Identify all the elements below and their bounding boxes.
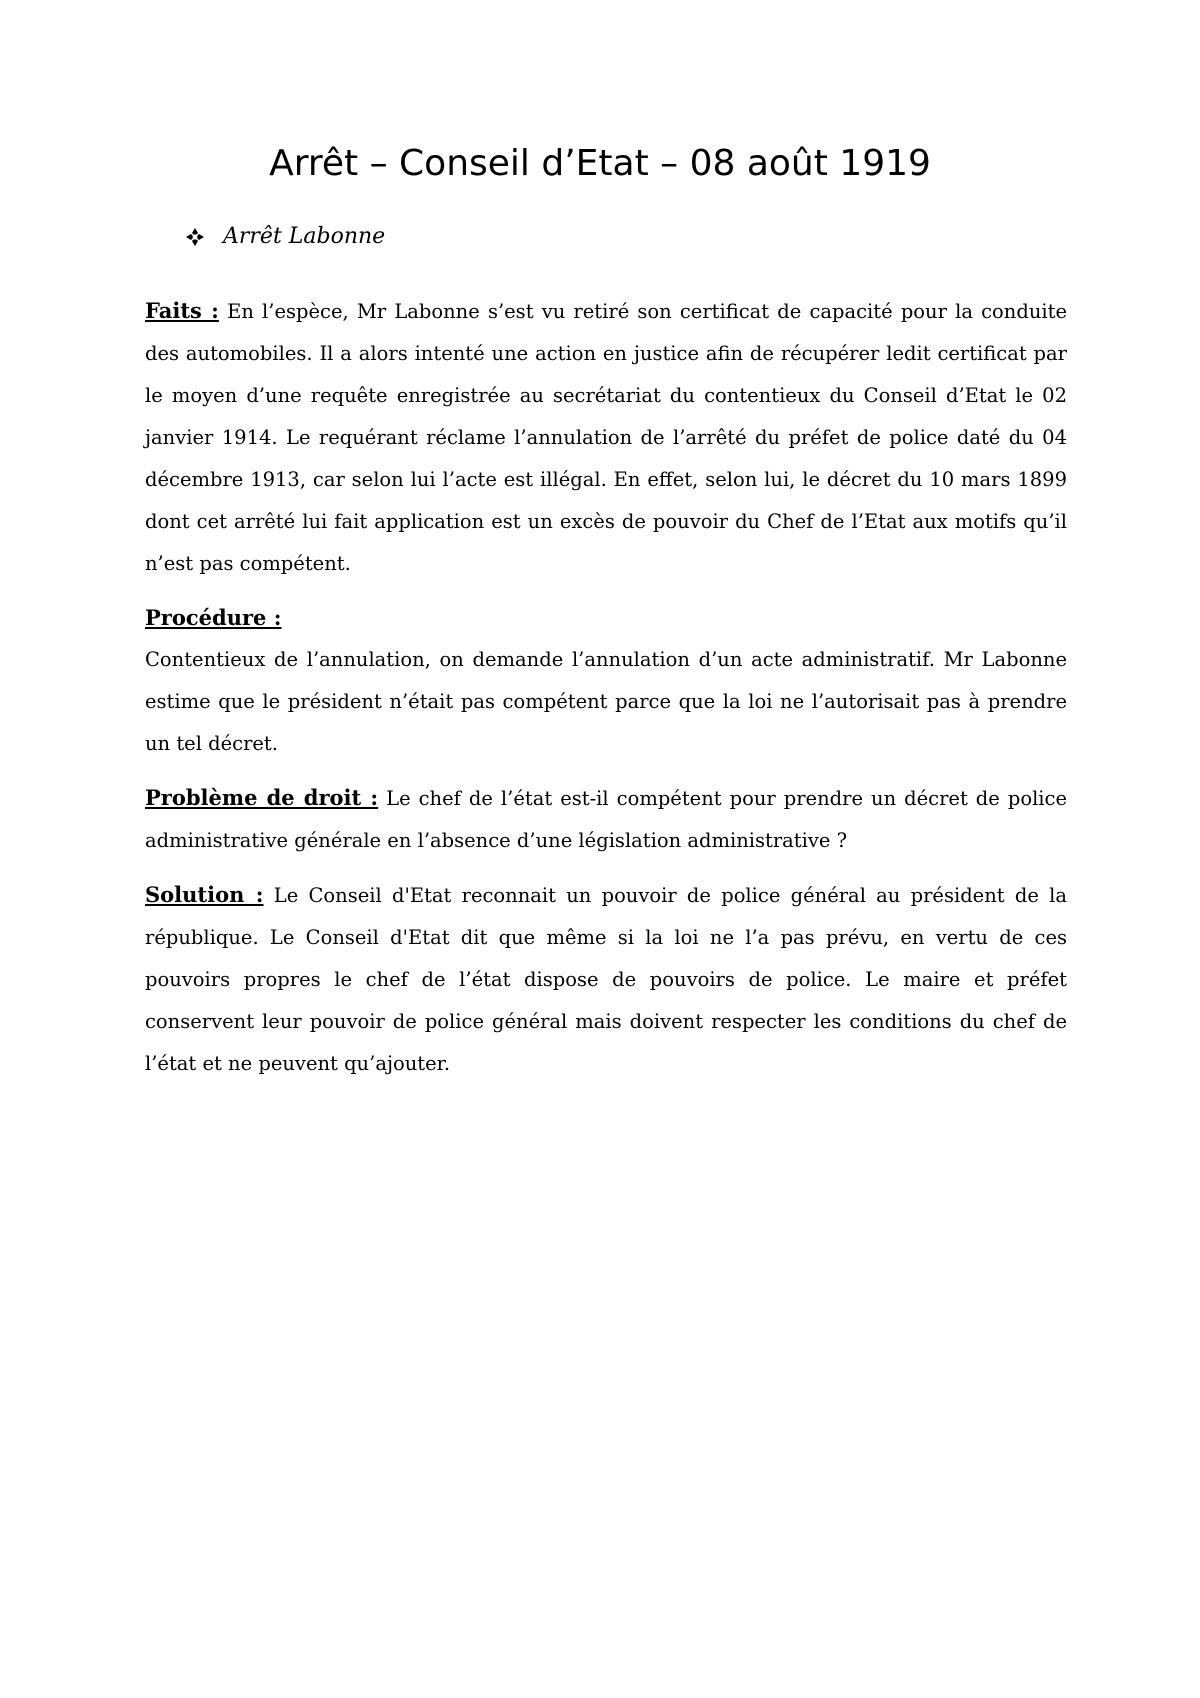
subtitle-line <box>185 222 385 252</box>
section-faits <box>145 290 1067 585</box>
diamond-bullet-icon <box>185 227 205 247</box>
section-solution <box>145 874 1067 1085</box>
section-procedure <box>145 597 1067 765</box>
solution-label: Solution : <box>145 882 264 907</box>
section-probleme <box>145 777 1067 862</box>
procedure-text: Contentieux de l’annulation, on demande l’annulation d’un acte administratif. Mr Labonne estime que le président n’était pas compétent parce que la loi ne l’autorisait pas à prendre un tel décret. <box>145 648 1067 755</box>
subtitle-text: Arrêt Labonne <box>223 224 386 249</box>
faits-label: Faits : <box>145 298 219 323</box>
faits-text: En l’espèce, Mr Labonne s’est vu retiré son certificat de capacité pour la conduite des automobiles. Il a alors intenté une action en justice afin de récupérer ledit certificat par le moyen d’une requête enregistrée au secrétariat du contentieux du Conseil d’Etat le 02 janvier 1914. Le requérant réclame l’annulation de l’arrêté du préfet de police daté du 04 décembre 1913, car selon lui l’acte est illégal. En effet, selon lui, le décret du 10 mars 1899 dont cet arrêté lui fait application est un excès de pouvoir du Chef de l’Etat aux motifs qu’il n’est pas compétent. <box>145 300 1067 575</box>
procedure-label: Procédure : <box>145 605 282 630</box>
probleme-text: Le chef de l’état est-il compétent pour prendre un décret de police administrative générale en l’absence d’une législation administrative ? <box>145 787 1068 852</box>
document-title: Arrêt – Conseil d’Etat – 08 août 1919 <box>269 143 931 184</box>
document-body <box>145 290 1067 1097</box>
probleme-label: Problème de droit : <box>145 785 379 810</box>
solution-text: Le Conseil d'Etat reconnait un pouvoir de police général au président de la république. Le Conseil d'Etat dit que même si la loi ne l’a pas prévu, en vertu de ces pouvoirs propres le chef de l’état dispose de pouvoirs de police. Le maire et préfet conservent leur pouvoir de police général mais doivent respecter les conditions du chef de l’état et ne peuvent qu’ajouter. <box>145 884 1068 1075</box>
